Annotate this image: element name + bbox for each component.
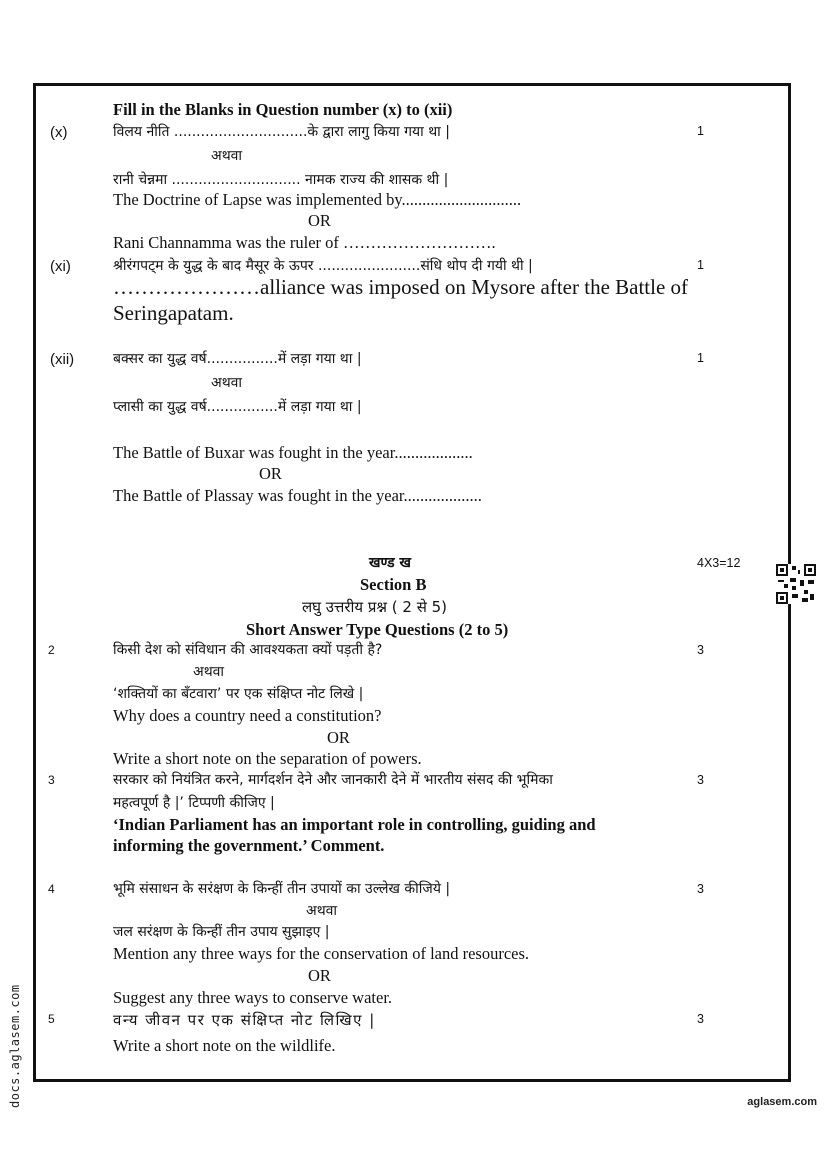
q10-or: OR — [308, 211, 331, 230]
q10-hindi-alt: रानी चेन्नमा ............................. नामक राज्य की शासक थी | — [113, 172, 449, 188]
q4-hindi-alt: जल सरंक्षण के किन्हीं तीन उपाय सुझाइए | — [113, 924, 330, 940]
q4-athva: अथवा — [306, 903, 338, 919]
section-b-hindi-title: खण्ड ख — [369, 555, 411, 571]
q3-hindi-line2: महत्वपूर्ण है |’ टिप्पणी कीजिए | — [113, 795, 275, 811]
question-number-x: (x) — [50, 124, 68, 141]
q12-hindi: बक्सर का युद्ध वर्ष................में लड़ा गया था | — [113, 351, 362, 367]
q3-english-line2: informing the government.’ Comment. — [113, 836, 385, 855]
question-number-4: 4 — [48, 882, 55, 896]
q2-english: Why does a country need a constitution? — [113, 706, 382, 725]
q11-english-line2: Seringapatam. — [113, 301, 234, 325]
fill-blanks-heading: Fill in the Blanks in Question number (x) to (xii) — [113, 100, 453, 119]
q4-or: OR — [308, 966, 331, 985]
section-b-subtitle: Short Answer Type Questions (2 to 5) — [246, 620, 509, 639]
q5-marks: 3 — [697, 1012, 704, 1026]
q2-hindi: किसी देश को संविधान की आवश्यकता क्यों पड़ती है? — [113, 642, 383, 658]
q5-hindi: वन्य जीवन पर एक संक्षिप्त नोट लिखिए | — [113, 1011, 376, 1029]
question-number-5: 5 — [48, 1012, 55, 1026]
q12-athva: अथवा — [211, 375, 243, 391]
question-number-2: 2 — [48, 643, 55, 657]
q4-marks: 3 — [697, 882, 704, 896]
q12-or: OR — [259, 464, 282, 483]
q11-english-line1: …………………alliance was imposed on Mysore after the Battle of — [113, 275, 689, 299]
q2-english-alt: Write a short note on the separation of powers. — [113, 749, 422, 768]
q2-or: OR — [327, 728, 350, 747]
q4-english-alt: Suggest any three ways to conserve water. — [113, 988, 393, 1007]
q12-english-alt: The Battle of Plassay was fought in the year................... — [113, 486, 482, 505]
question-number-3: 3 — [48, 773, 55, 787]
q3-marks: 3 — [697, 773, 704, 787]
q10-athva: अथवा — [211, 148, 243, 164]
q11-hindi: श्रीरंगपट्म के युद्ध के बाद मैसूर के ऊपर .......................संधि थोप दी गयी थी | — [113, 258, 533, 274]
brand-watermark: aglasem.com — [747, 1096, 817, 1108]
q2-hindi-alt: ‘शक्तियों का बँटवारा’ पर एक संक्षिप्त नोट लिखे | — [113, 686, 364, 702]
q2-athva: अथवा — [193, 664, 225, 680]
q4-hindi: भूमि संसाधन के सरंक्षण के किन्हीं तीन उपायों का उल्लेख कीजिये | — [113, 881, 451, 897]
question-number-xi: (xi) — [50, 258, 71, 275]
q5-english: Write a short note on the wildlife. — [113, 1036, 336, 1055]
qr-code-icon — [776, 564, 816, 604]
side-watermark: docs.aglasem.com — [8, 984, 22, 1108]
q11-marks: 1 — [697, 258, 704, 272]
q12-english: The Battle of Buxar was fought in the year................... — [113, 443, 473, 462]
section-b-title: Section B — [360, 575, 427, 594]
section-b-marks-scheme: 4X3=12 — [697, 556, 741, 570]
q12-marks: 1 — [697, 351, 704, 365]
q12-hindi-alt: प्लासी का युद्ध वर्ष................में लड़ा गया था | — [113, 399, 362, 415]
q4-english: Mention any three ways for the conservation of land resources. — [113, 944, 530, 963]
q3-hindi-line1: सरकार को नियंत्रित करने, मार्गदर्शन देने और जानकारी देने में भारतीय संसद की भूमिका — [113, 772, 553, 788]
section-b-hindi-subtitle: लघु उत्तरीय प्रश्न ( 2 से 5) — [302, 598, 448, 616]
q10-english: The Doctrine of Lapse was implemented by............................. — [113, 190, 522, 209]
q3-english-line1: ‘Indian Parliament has an important role in controlling, guiding and — [113, 815, 596, 834]
q10-english-alt: Rani Channamma was the ruler of ………………………. — [113, 233, 496, 252]
q10-marks: 1 — [697, 124, 704, 138]
question-number-xii: (xii) — [50, 351, 75, 368]
q2-marks: 3 — [697, 643, 704, 657]
q10-hindi: विलय नीति ..............................के द्वारा लागु किया गया था | — [113, 124, 450, 140]
